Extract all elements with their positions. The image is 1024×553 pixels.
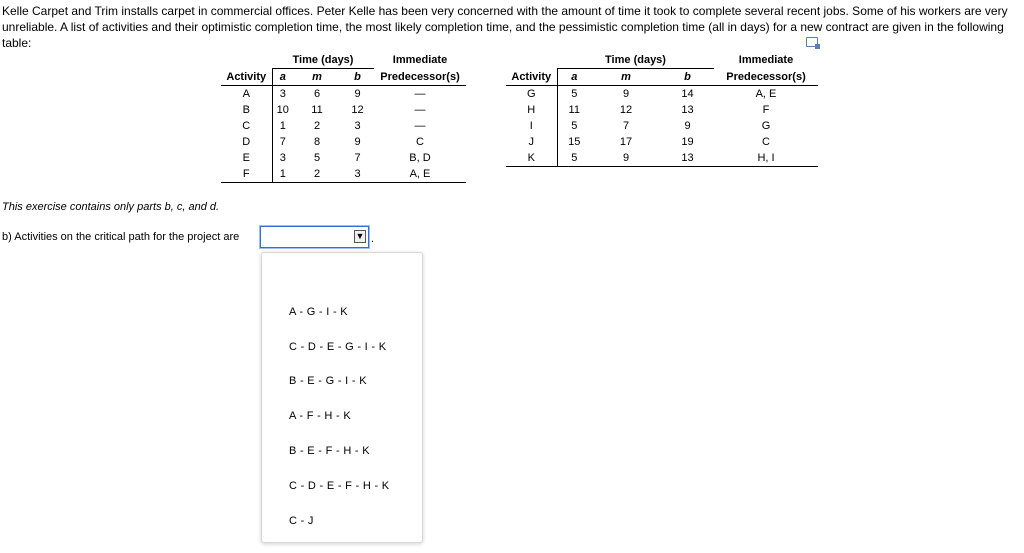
edit-icon[interactable] bbox=[806, 37, 818, 47]
problem-statement: Kelle Carpet and Trim installs carpet in commercial offices. Peter Kelle has been very concerned with the amount of time it took to complete several recent jobs. Some of his workers are very unreliable. A list of activities and their optimistic completion time, the most likely completion time, and the pessimistic completion time (all in days) for a new contract are given in the following table: bbox=[2, 4, 1008, 50]
cell-pred: A, E bbox=[755, 88, 777, 100]
option-critical-path[interactable]: C - J bbox=[289, 515, 314, 527]
option-critical-path[interactable]: A - G - I - K bbox=[289, 306, 348, 318]
cell-a: 3 bbox=[272, 150, 293, 166]
cell-m: 2 bbox=[293, 166, 341, 183]
col-a: a bbox=[272, 69, 293, 86]
table-row bbox=[221, 134, 466, 150]
cell-activity: K bbox=[506, 150, 557, 167]
cell-pred: C bbox=[762, 136, 770, 148]
cell-pred: F bbox=[762, 104, 770, 116]
cell-pred: H, I bbox=[714, 150, 818, 167]
cell-b: 3 bbox=[354, 120, 361, 132]
critical-path-options bbox=[261, 252, 423, 543]
cell-a: 1 bbox=[272, 166, 293, 183]
cell-activity: J bbox=[528, 136, 534, 148]
cell-activity: F bbox=[221, 166, 272, 183]
cell-m: 11 bbox=[311, 104, 323, 116]
cell-m: 8 bbox=[313, 136, 321, 148]
question-b-label: b) Activities on the critical path for the project are bbox=[2, 231, 240, 243]
table-row bbox=[506, 134, 818, 150]
cell-activity: I bbox=[529, 120, 533, 132]
pred-header-line2: Predecessor(s) bbox=[374, 69, 466, 86]
cell-a: 5 bbox=[557, 118, 591, 134]
cell-activity: G bbox=[526, 88, 536, 100]
col-b: b bbox=[661, 69, 714, 86]
cell-m: 9 bbox=[591, 150, 661, 167]
option-critical-path[interactable]: C - D - E - G - I - K bbox=[289, 341, 387, 353]
table-row bbox=[506, 118, 818, 134]
table-row bbox=[506, 102, 818, 118]
option-critical-path[interactable]: C - D - E - F - H - K bbox=[289, 480, 390, 492]
col-a: a bbox=[557, 69, 591, 86]
cell-b: 9 bbox=[684, 120, 691, 132]
cell-b: 14 bbox=[681, 88, 694, 100]
pred-header-line1: Immediate bbox=[392, 54, 448, 67]
cell-a: 1 bbox=[272, 118, 293, 134]
cell-b: 9 bbox=[354, 136, 361, 148]
table-row bbox=[221, 166, 466, 183]
cell-a: 11 bbox=[557, 102, 591, 118]
table-row bbox=[221, 102, 466, 118]
critical-path-select[interactable] bbox=[260, 226, 369, 248]
col-activity: Activity bbox=[221, 69, 272, 86]
cell-activity: C bbox=[242, 120, 251, 132]
cell-pred: — bbox=[414, 120, 426, 132]
chevron-down-icon[interactable]: ▼ bbox=[355, 231, 365, 241]
time-header: Time (days) bbox=[557, 52, 714, 69]
table-row bbox=[221, 150, 466, 166]
cell-a: 5 bbox=[557, 150, 591, 167]
cell-b: 13 bbox=[681, 104, 694, 116]
cell-a: 5 bbox=[557, 86, 591, 103]
table-row bbox=[506, 86, 818, 103]
cell-b: 13 bbox=[661, 150, 714, 167]
cell-m: 9 bbox=[622, 88, 630, 100]
cell-activity: A bbox=[242, 88, 250, 100]
pred-header-line2: Predecessor(s) bbox=[714, 69, 818, 86]
table-row bbox=[221, 118, 466, 134]
question-b-suffix: . bbox=[371, 233, 375, 245]
cell-m: 7 bbox=[622, 120, 630, 132]
cell-activity: H bbox=[527, 104, 536, 116]
cell-pred: B, D bbox=[409, 152, 431, 164]
cell-b: 3 bbox=[341, 166, 374, 183]
cell-m: 6 bbox=[313, 88, 321, 100]
option-critical-path[interactable]: A - F - H - K bbox=[289, 410, 351, 422]
time-header: Time (days) bbox=[272, 52, 374, 69]
cell-b: 7 bbox=[354, 152, 361, 164]
cell-m: 2 bbox=[313, 120, 321, 132]
cell-a: 10 bbox=[272, 102, 293, 118]
option-critical-path[interactable]: B - E - G - I - K bbox=[289, 375, 367, 387]
col-m: m bbox=[293, 69, 341, 86]
col-b: b bbox=[341, 69, 374, 86]
cell-b: 9 bbox=[354, 88, 361, 100]
table-row bbox=[506, 150, 818, 167]
table-row bbox=[221, 86, 466, 103]
option-critical-path[interactable]: B - E - F - H - K bbox=[289, 445, 370, 457]
pred-header-line1: Immediate bbox=[738, 54, 794, 67]
cell-pred: G bbox=[761, 120, 771, 132]
cell-pred: — bbox=[414, 88, 426, 100]
cell-b: 19 bbox=[681, 136, 694, 148]
cell-activity: B bbox=[242, 104, 250, 116]
cell-activity: D bbox=[242, 136, 251, 148]
col-activity: Activity bbox=[506, 69, 557, 86]
cell-a: 15 bbox=[557, 134, 591, 150]
cell-pred: C bbox=[416, 136, 424, 148]
activity-table-right bbox=[506, 52, 818, 167]
cell-m: 12 bbox=[619, 104, 633, 116]
cell-a: 3 bbox=[272, 86, 293, 103]
cell-pred: — bbox=[414, 104, 426, 116]
col-m: m bbox=[591, 69, 661, 86]
cell-m: 5 bbox=[313, 152, 321, 164]
activity-table-left bbox=[221, 52, 466, 183]
exercise-note: This exercise contains only parts b, c, and d. bbox=[2, 201, 220, 213]
cell-pred: A, E bbox=[374, 166, 466, 183]
cell-activity: E bbox=[242, 152, 250, 164]
cell-m: 17 bbox=[619, 136, 633, 148]
cell-a: 7 bbox=[272, 134, 293, 150]
cell-b: 12 bbox=[351, 104, 364, 116]
